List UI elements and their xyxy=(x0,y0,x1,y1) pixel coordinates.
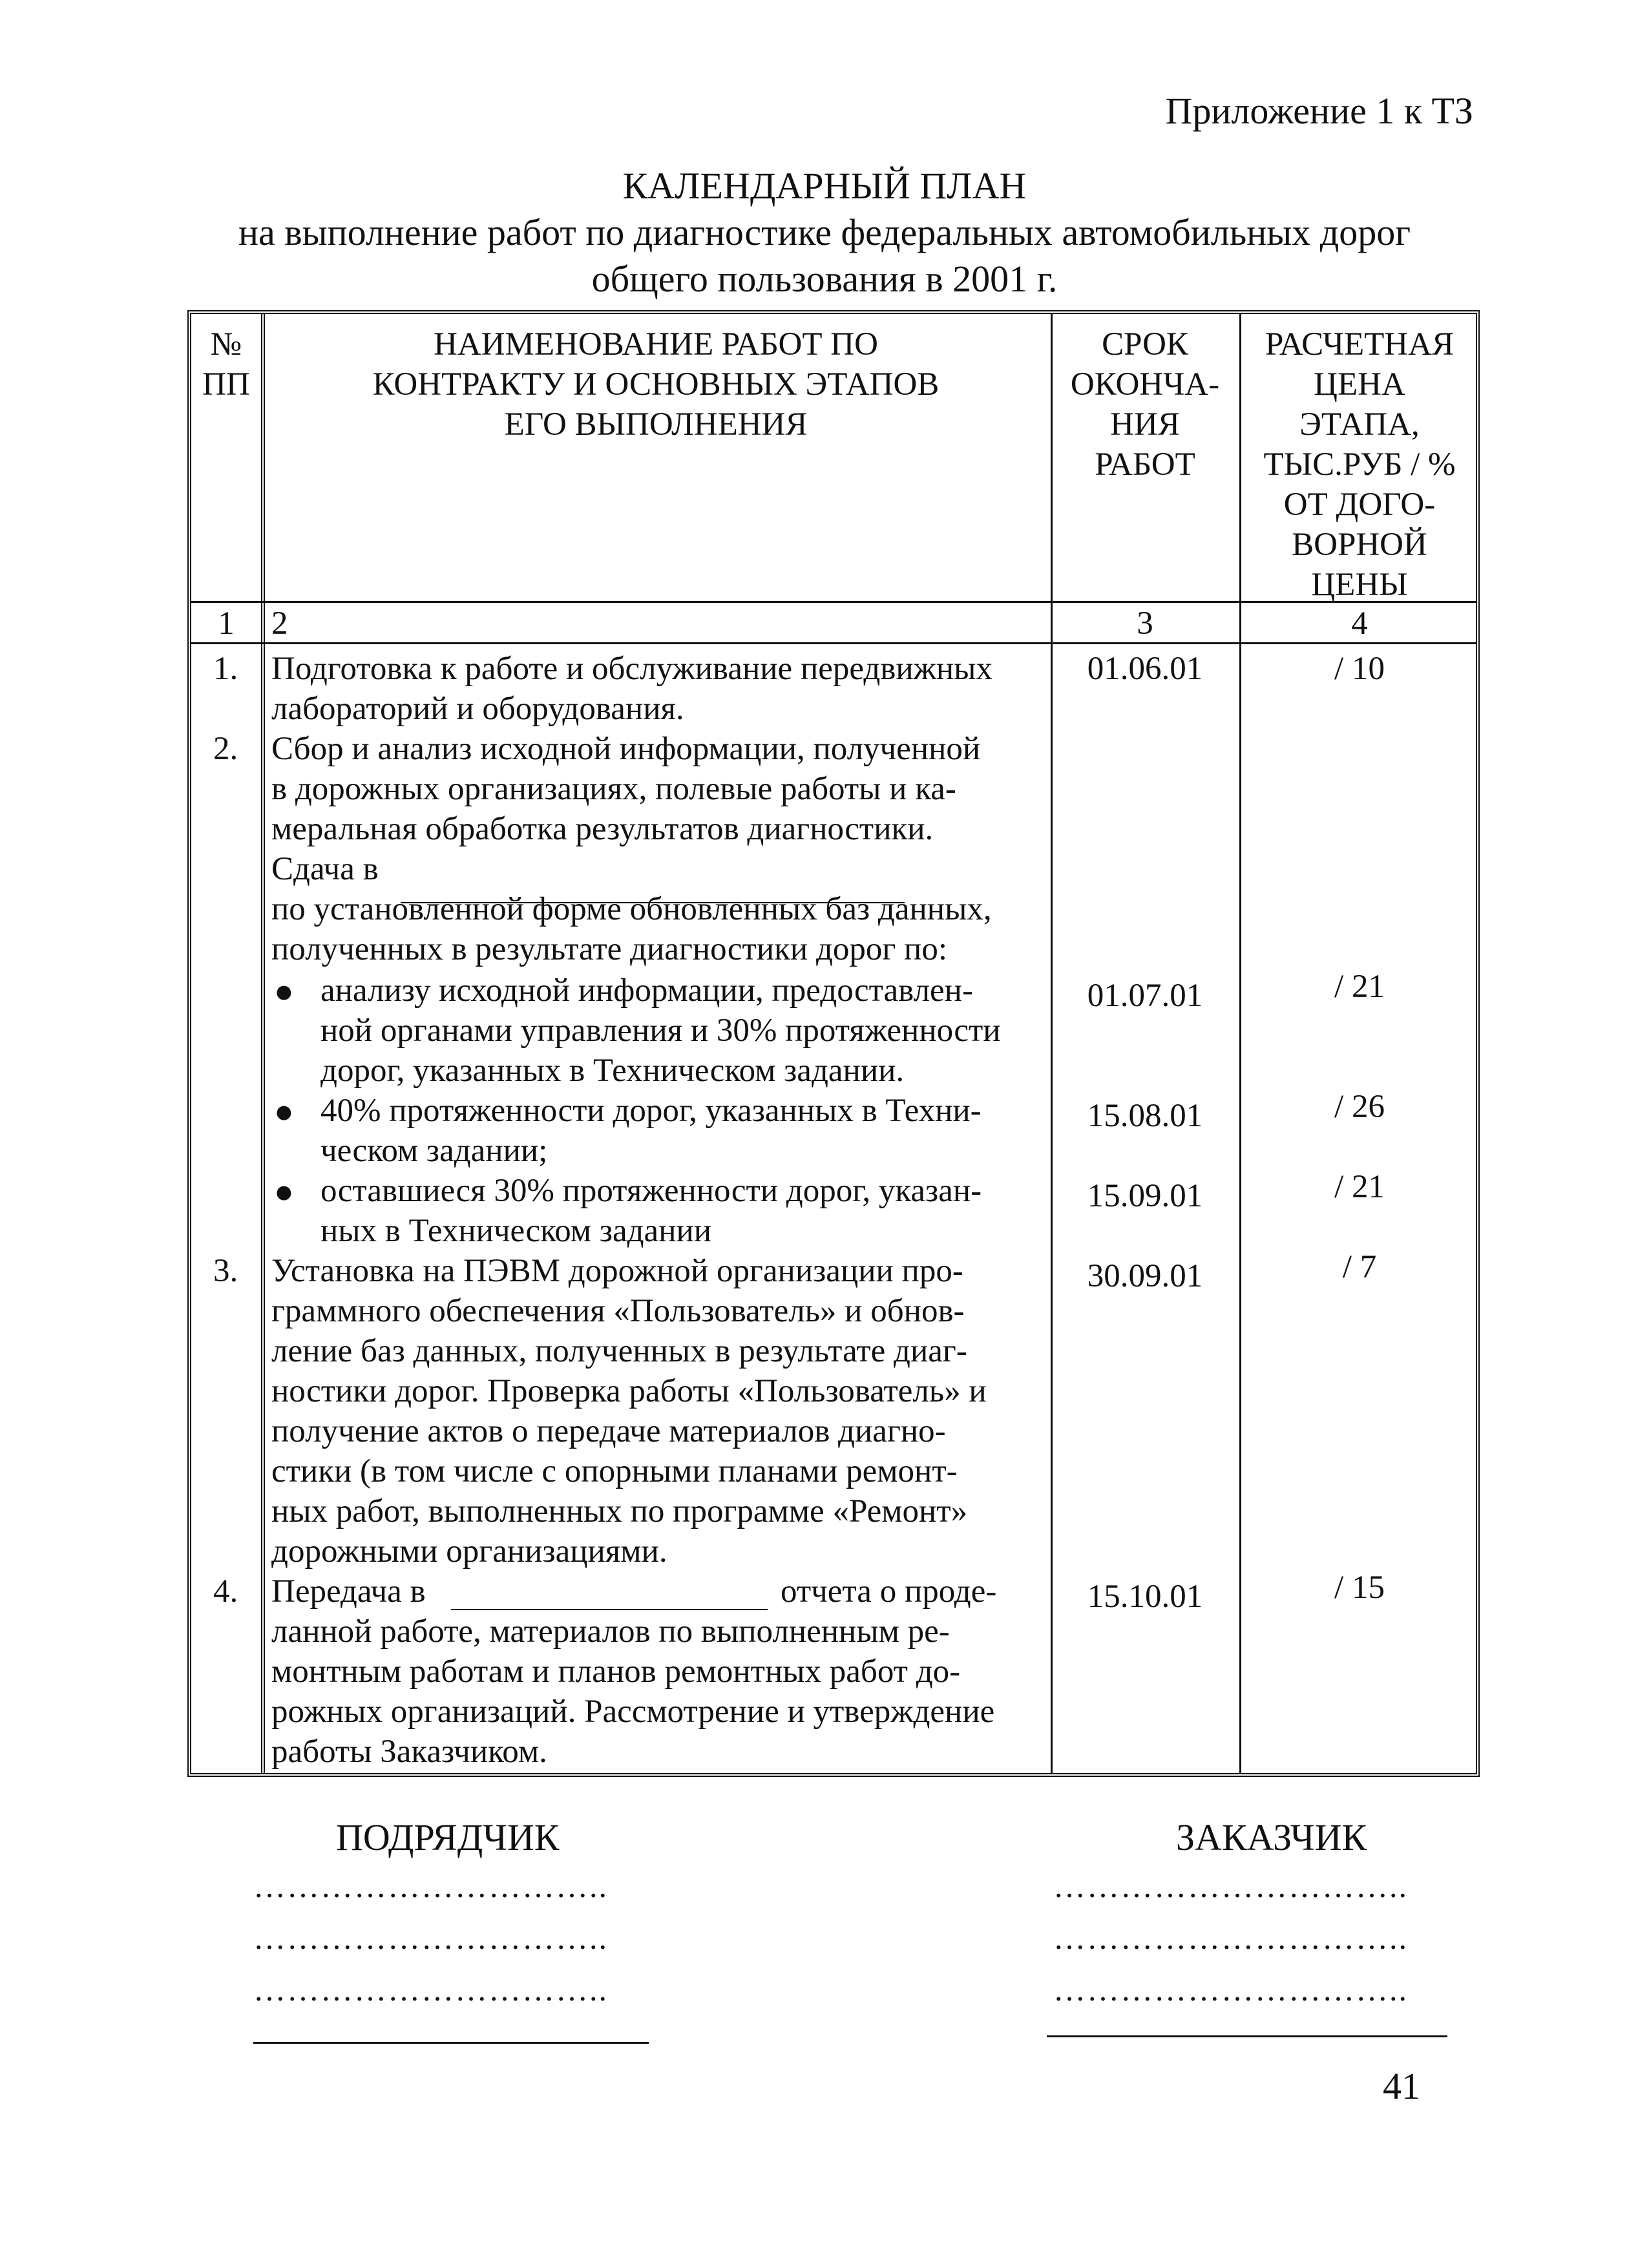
row-price: / 15 xyxy=(1334,1570,1385,1606)
text-line: ной органами управления и 30% протяженности xyxy=(320,1013,1001,1049)
row-number: 3. xyxy=(213,1253,238,1289)
row-text xyxy=(271,1251,987,1571)
signature-dots: ………………………….. xyxy=(1053,1971,1408,2008)
header-price-line: РАСЧЕТНАЯ xyxy=(1265,326,1454,362)
header-price-line: ЦЕНЫ xyxy=(1311,567,1408,603)
row-price: / 21 xyxy=(1334,1169,1385,1205)
signature-dots: ………………………….. xyxy=(1053,1868,1408,1904)
text-line: полученных в результате диагностики дорог по: xyxy=(271,931,948,967)
schedule-table xyxy=(187,310,1480,1777)
header-term-line: РАБОТ xyxy=(1095,446,1195,483)
row-date: 01.06.01 xyxy=(1087,651,1203,687)
page-number: 41 xyxy=(1383,2065,1420,2107)
text-line: 40% протяженности дорог, указанных в Техни- xyxy=(320,1093,982,1129)
text-line: стики (в том числе с опорными планами ремонт- xyxy=(271,1453,958,1489)
text-line: дорожными организациями. xyxy=(271,1533,667,1570)
text-line: монтным работам и планов ремонтных работ до- xyxy=(271,1654,961,1690)
text-line: Установка на ПЭВМ дорожной организации про- xyxy=(271,1253,963,1289)
header-price-line: ТЫС.РУБ / % xyxy=(1263,446,1456,483)
row-text xyxy=(271,729,992,969)
text-line: дорог, указанных в Техническом задании. xyxy=(320,1053,905,1089)
bullet-icon: ● xyxy=(274,1174,294,1210)
header-term-line: ОКОНЧА- xyxy=(1070,366,1220,403)
text-line: получение актов о передаче материалов диагно- xyxy=(271,1413,946,1449)
text-line: рожных организаций. Рассмотрение и утверждение xyxy=(271,1694,995,1730)
text-line: меральная обработка результатов диагностики. xyxy=(271,811,934,847)
signature-dots: ………………………….. xyxy=(253,1868,608,1904)
text-line: анализу исходной информации, предоставлен- xyxy=(320,972,973,1009)
header-name-line: НАИМЕНОВАНИЕ РАБОТ ПО xyxy=(434,326,878,362)
header-num-line: № xyxy=(210,326,242,362)
header-price-line: ЦЕНА xyxy=(1314,366,1405,403)
column-number: 1 xyxy=(218,605,235,642)
text-line: ных работ, выполненных по программе «Ремонт» xyxy=(271,1493,968,1529)
header-term-line: СРОК xyxy=(1102,326,1188,362)
text-line: по установленной форме обновленных баз данных, xyxy=(271,891,992,927)
bullet-text xyxy=(320,1091,982,1171)
signature-dots: ………………………….. xyxy=(1053,1920,1408,1956)
header-price-line: ОТ ДОГО- xyxy=(1283,487,1436,523)
column-divider xyxy=(261,314,265,1773)
appendix-label: Приложение 1 к ТЗ xyxy=(1165,90,1473,132)
text-line: ческом задании; xyxy=(320,1133,548,1169)
row-text xyxy=(271,649,993,729)
signature-dots: ………………………….. xyxy=(253,1920,608,1956)
row-price: / 26 xyxy=(1334,1089,1385,1125)
header-price-line: ВОРНОЙ xyxy=(1292,527,1427,563)
text-line: ланной работе, материалов по выполненным ре- xyxy=(271,1613,950,1650)
bullet-icon: ● xyxy=(274,1094,294,1130)
signature-line xyxy=(1047,2035,1447,2037)
text-line: Сбор и анализ исходной информации, полученной xyxy=(271,731,981,767)
text-line: ных в Техническом задании xyxy=(320,1213,712,1249)
header-term-line: НИЯ xyxy=(1110,406,1180,443)
header-name xyxy=(261,324,1051,445)
bullet-icon: ● xyxy=(274,974,294,1010)
customer-label: ЗАКАЗЧИК xyxy=(1176,1816,1367,1858)
column-number: 4 xyxy=(1351,605,1368,642)
text-line: Сдача в xyxy=(271,851,379,887)
bullet-text xyxy=(320,1171,982,1251)
document-title: КАЛЕНДАРНЫЙ ПЛАН xyxy=(622,165,1027,207)
row-date: 15.09.01 xyxy=(1087,1178,1203,1214)
column-number: 3 xyxy=(1137,605,1153,642)
blank-line xyxy=(401,902,905,903)
header-name-line: ЕГО ВЫПОЛНЕНИЯ xyxy=(504,406,808,443)
header-price xyxy=(1239,324,1480,605)
header-term xyxy=(1051,324,1239,485)
row-text-first-line-b: отчета о проде- xyxy=(781,1573,997,1610)
column-divider xyxy=(1051,314,1053,1773)
header-price-line: ЭТАПА, xyxy=(1299,406,1420,443)
text-line: ление баз данных, полученных в результате диаг- xyxy=(271,1333,967,1369)
row-price: / 21 xyxy=(1334,969,1385,1005)
header-num-line: ПП xyxy=(202,366,250,403)
signature-dots: ………………………….. xyxy=(253,1971,608,2008)
row-price: / 7 xyxy=(1342,1249,1377,1285)
row-date: 15.08.01 xyxy=(1087,1098,1203,1134)
text-line: в дорожных организациях, полевые работы и ка- xyxy=(271,771,956,807)
header-num xyxy=(191,324,261,404)
row-number: 4. xyxy=(213,1573,238,1610)
text-line: ностики дорог. Проверка работы «Пользователь» и xyxy=(271,1373,987,1409)
text-line: граммного обеспечения «Пользователь» и обнов- xyxy=(271,1293,965,1329)
row-price: / 10 xyxy=(1334,651,1385,687)
document-subtitle-line-1: на выполнение работ по диагностике федеральных автомобильных дорог xyxy=(238,211,1411,253)
signature-line xyxy=(253,2042,649,2044)
contractor-label: ПОДРЯДЧИК xyxy=(336,1816,560,1858)
column-number: 2 xyxy=(271,605,288,642)
text-line: Подготовка к работе и обслуживание передвижных xyxy=(271,651,993,687)
row-text xyxy=(271,1612,994,1772)
blank-line xyxy=(451,1609,768,1610)
row-date: 30.09.01 xyxy=(1087,1258,1203,1294)
text-line: лабораторий и оборудования. xyxy=(271,691,684,727)
text-line: оставшиеся 30% протяженности дорог, указан- xyxy=(320,1173,982,1209)
row-number: 1. xyxy=(213,651,238,687)
bullet-text xyxy=(320,971,1001,1091)
row-date: 01.07.01 xyxy=(1087,978,1203,1014)
document-subtitle-line-2: общего пользования в 2001 г. xyxy=(591,258,1058,300)
header-name-line: КОНТРАКТУ И ОСНОВНЫХ ЭТАПОВ xyxy=(372,366,940,403)
row-number: 2. xyxy=(213,731,238,767)
row-date: 15.10.01 xyxy=(1087,1579,1203,1615)
row-text-first-line-a: Передача в xyxy=(271,1573,426,1610)
text-line: работы Заказчиком. xyxy=(271,1734,547,1770)
